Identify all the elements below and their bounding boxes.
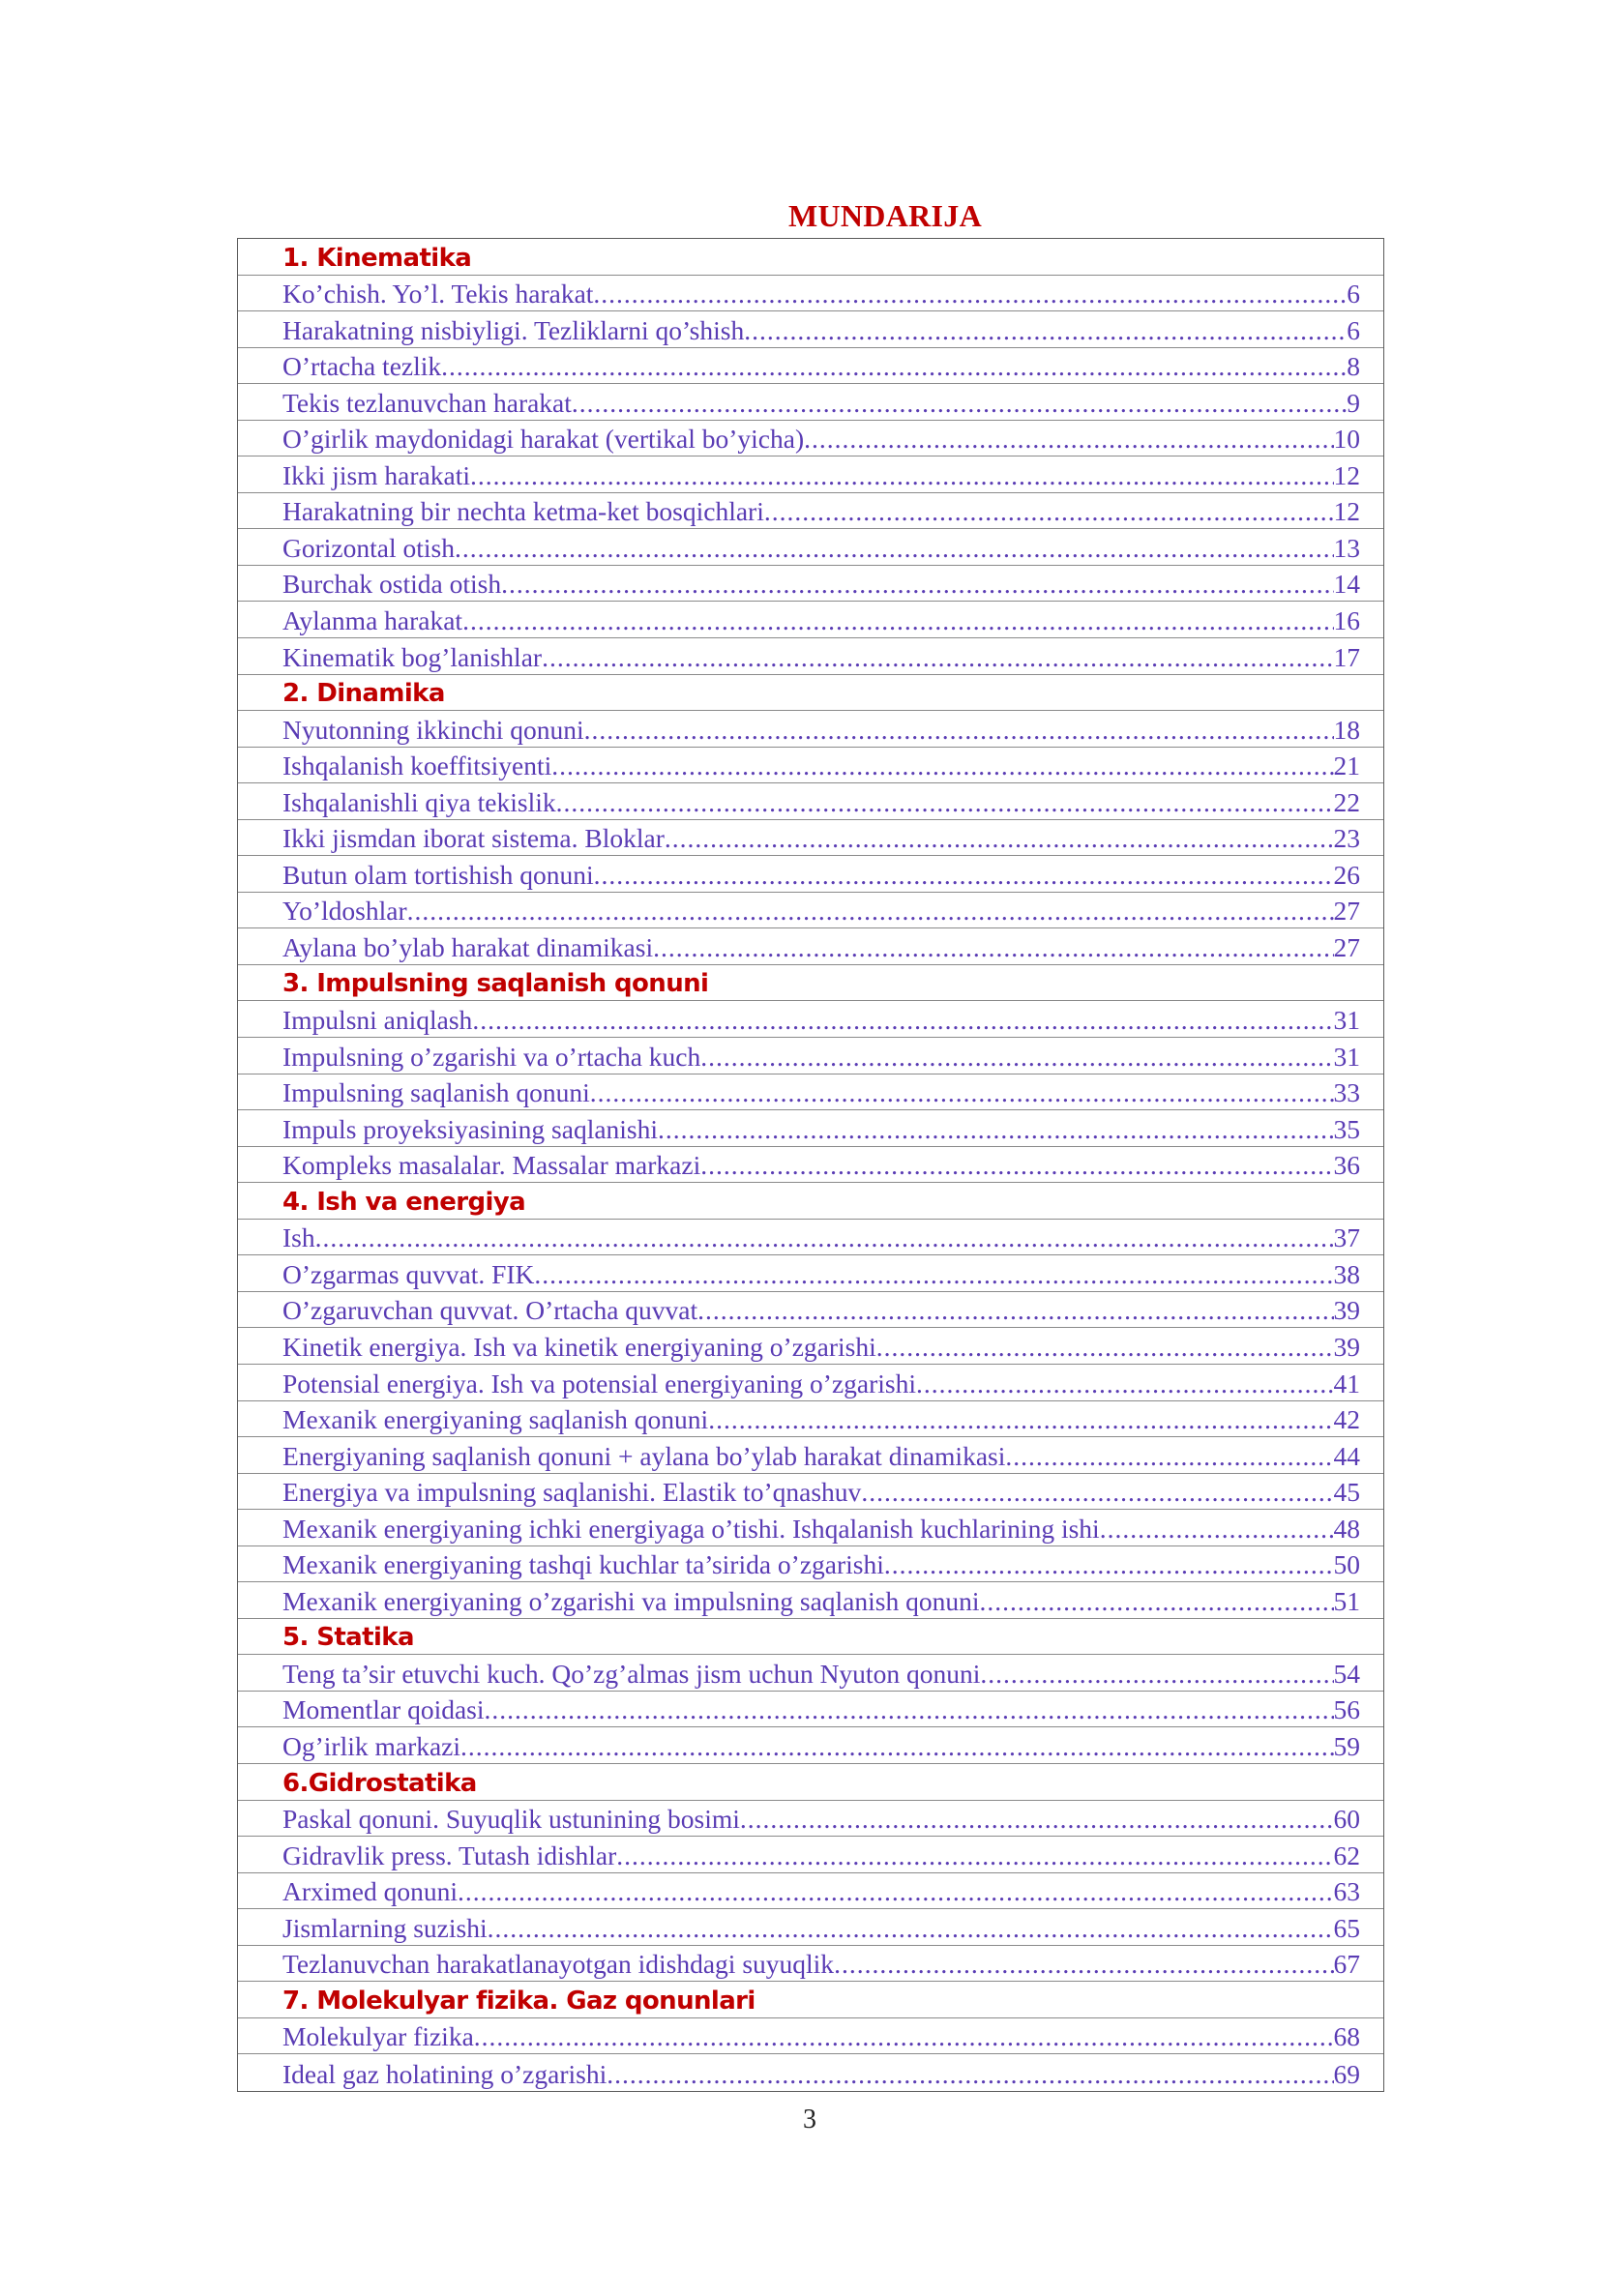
toc-entry-label: Tezlanuvchan harakatlanayotgan idishdagi suyuqlik <box>282 1949 835 1980</box>
toc-entry[interactable] <box>238 1474 1383 1511</box>
toc-entry-page: 63 <box>1333 1876 1360 1907</box>
toc-entry-page: 26 <box>1333 859 1360 890</box>
dot-leader <box>542 643 1333 672</box>
toc-entry-label: Ikki jism harakati <box>282 459 470 490</box>
toc-entry-label: Mexanik energiyaning o’zgarishi va impulsning saqlanish qonuni <box>282 1585 980 1616</box>
dot-leader <box>658 1115 1333 1144</box>
toc-entry-label: Impuls proyeksiyasining saqlanishi <box>282 1113 659 1144</box>
dot-leader <box>700 1151 1333 1180</box>
dot-leader <box>584 716 1334 745</box>
toc-entry[interactable] <box>238 893 1383 929</box>
toc-entry-page: 39 <box>1333 1295 1360 1326</box>
toc-entry[interactable] <box>238 1692 1383 1728</box>
toc-entry-page: 42 <box>1333 1404 1360 1435</box>
toc-entry-label: Molekulyar fizika <box>282 2021 474 2052</box>
toc-entry[interactable] <box>238 711 1383 748</box>
toc-entry-label: Arximed qonuni <box>282 1876 459 1907</box>
toc-entry[interactable] <box>238 1001 1383 1038</box>
toc-entry-label: Kinematik bog’lanishlar <box>282 641 543 672</box>
toc-entry-page: 13 <box>1333 532 1360 563</box>
toc-entry[interactable] <box>238 529 1383 566</box>
toc-entry-label: O’zgaruvchan quvvat. O’rtacha quvvat <box>282 1295 698 1326</box>
section-heading[interactable] <box>238 1183 1383 1220</box>
dot-leader <box>534 1260 1333 1289</box>
toc-entry-label: Ko’chish. Yo’l. Tekis harakat <box>282 279 594 309</box>
toc-entry-page: 38 <box>1333 1258 1360 1289</box>
toc-entry-label: O’girlik maydonidagi harakat (vertikal bo’yicha) <box>282 424 805 455</box>
toc-entry-page: 45 <box>1333 1477 1360 1508</box>
toc-entry-page: 21 <box>1333 751 1360 781</box>
toc-entry[interactable] <box>238 748 1383 784</box>
toc-entry-page: 9 <box>1347 387 1360 418</box>
toc-entry[interactable] <box>238 1074 1383 1111</box>
toc-entry-label: Butun olam tortishish qonuni <box>282 859 594 890</box>
dot-leader <box>590 1078 1334 1107</box>
toc-entry-page: 62 <box>1333 1840 1360 1870</box>
toc-entry[interactable] <box>238 1437 1383 1474</box>
toc-entry-page: 16 <box>1333 605 1360 636</box>
toc-entry-page: 12 <box>1333 459 1360 490</box>
dot-leader <box>488 1914 1334 1943</box>
toc-entry[interactable] <box>238 1292 1383 1329</box>
toc-entry-page: 8 <box>1347 351 1360 382</box>
dot-leader <box>708 1405 1333 1434</box>
section-heading[interactable] <box>238 1619 1383 1656</box>
toc-entry-page: 59 <box>1333 1730 1360 1761</box>
toc-entry[interactable] <box>238 1655 1383 1692</box>
toc-entry[interactable] <box>238 421 1383 457</box>
toc-entry-label: Ishqalanishli qiya tekislik <box>282 786 556 817</box>
toc-entry[interactable] <box>238 276 1383 312</box>
dot-leader <box>916 1369 1334 1398</box>
dot-leader <box>455 534 1334 563</box>
toc-entry-page: 31 <box>1333 1041 1360 1072</box>
section-heading[interactable] <box>238 239 1383 276</box>
toc-entry[interactable] <box>238 1546 1383 1583</box>
dot-leader <box>441 352 1347 381</box>
toc-entry-label: Yo’ldoshlar <box>282 896 407 927</box>
toc-entry[interactable] <box>238 1946 1383 1983</box>
toc-entry-label: Gorizontal otish <box>282 532 455 563</box>
toc-entry[interactable] <box>238 1220 1383 1256</box>
toc-entry[interactable] <box>238 311 1383 348</box>
toc-entry-label: Impulsni aniqlash <box>282 1005 473 1036</box>
toc-entry-page: 23 <box>1333 823 1360 854</box>
toc-entry-page: 22 <box>1333 786 1360 817</box>
toc-entry-page: 69 <box>1333 2058 1360 2089</box>
dot-leader <box>764 497 1334 526</box>
toc-entry-label: Mexanik energiyaning ichki energiyaga o’tishi. Ishqalanish kuchlarining ishi <box>282 1513 1100 1544</box>
toc-entry-page: 50 <box>1333 1549 1360 1580</box>
toc-entry-label: Energiya va impulsning saqlanishi. Elastik to’qnashuv <box>282 1477 862 1508</box>
toc-entry[interactable] <box>238 1110 1383 1147</box>
dot-leader <box>1100 1515 1334 1544</box>
toc-entry[interactable] <box>238 2018 1383 2055</box>
table-of-contents <box>237 238 1384 2092</box>
toc-entry[interactable] <box>238 638 1383 675</box>
dot-leader <box>470 461 1334 490</box>
dot-leader <box>462 606 1333 635</box>
dot-leader <box>804 425 1333 454</box>
dot-leader <box>861 1478 1333 1507</box>
dot-leader <box>979 1587 1333 1616</box>
section-heading-text: 6.Gidrostatika <box>282 1768 477 1798</box>
toc-entry[interactable] <box>238 348 1383 385</box>
dot-leader <box>607 2060 1333 2089</box>
toc-entry[interactable] <box>238 1147 1383 1184</box>
toc-entry-label: Paskal qonuni. Suyuqlik ustunining bosimi <box>282 1804 740 1835</box>
section-heading[interactable] <box>238 1982 1383 2018</box>
toc-entry-label: Jismlarning suzishi <box>282 1912 488 1943</box>
toc-entry-page: 27 <box>1333 931 1360 962</box>
toc-entry[interactable] <box>238 1328 1383 1365</box>
dot-leader <box>876 1333 1334 1362</box>
toc-entry-page: 56 <box>1333 1694 1360 1725</box>
toc-entry-label: Gidravlik press. Tutash idishlar <box>282 1840 617 1870</box>
toc-entry[interactable] <box>238 1873 1383 1910</box>
toc-entry-label: Burchak ostida otish <box>282 569 502 600</box>
toc-entry-label: Aylana bo’ylab harakat dinamikasi <box>282 931 654 962</box>
toc-entry-page: 18 <box>1333 714 1360 745</box>
dot-leader <box>665 824 1334 853</box>
toc-entry-label: Momentlar qoidasi <box>282 1694 485 1725</box>
section-heading-text: 4. Ish va energiya <box>282 1187 526 1217</box>
toc-entry-label: Impulsning saqlanish qonuni <box>282 1077 590 1108</box>
toc-entry[interactable] <box>238 1510 1383 1546</box>
toc-entry[interactable] <box>238 1727 1383 1764</box>
dot-leader <box>501 570 1333 599</box>
dot-leader <box>653 933 1333 962</box>
toc-entry-page: 14 <box>1333 569 1360 600</box>
toc-entry-label: O’zgarmas quvvat. FIK <box>282 1258 535 1289</box>
dot-leader <box>740 1805 1334 1834</box>
toc-entry[interactable] <box>238 1365 1383 1401</box>
toc-entry[interactable] <box>238 384 1383 421</box>
toc-entry-page: 33 <box>1333 1077 1360 1108</box>
toc-entry-label: Mexanik energiyaning saqlanish qonuni <box>282 1404 709 1435</box>
toc-entry[interactable] <box>238 1837 1383 1873</box>
section-heading-text: 3. Impulsning saqlanish qonuni <box>282 969 709 999</box>
page-title: MUNDARIJA <box>787 198 982 233</box>
toc-entry-page: 44 <box>1333 1440 1360 1471</box>
toc-entry-page: 51 <box>1333 1585 1360 1616</box>
toc-entry-label: Energiyaning saqlanish qonuni + aylana bo’ylab harakat dinamikasi <box>282 1440 1006 1471</box>
toc-entry-page: 67 <box>1333 1949 1360 1980</box>
toc-entry[interactable] <box>238 1909 1383 1946</box>
dot-leader <box>616 1841 1333 1870</box>
toc-entry[interactable] <box>238 783 1383 820</box>
toc-entry[interactable] <box>238 566 1383 603</box>
toc-entry[interactable] <box>238 856 1383 893</box>
toc-entry-page: 27 <box>1333 896 1360 927</box>
toc-entry-label: Mexanik energiyaning tashqi kuchlar ta’sirida o’zgarishi <box>282 1549 884 1580</box>
dot-leader <box>834 1950 1333 1979</box>
dot-leader <box>980 1660 1333 1689</box>
dot-leader <box>474 2022 1334 2051</box>
toc-entry[interactable] <box>238 2054 1383 2091</box>
page-number: 3 <box>803 2105 816 2134</box>
section-heading-text: 2. Dinamika <box>282 679 445 709</box>
dot-leader <box>572 389 1347 418</box>
toc-entry-page: 35 <box>1333 1113 1360 1144</box>
dot-leader <box>460 1732 1333 1761</box>
dot-leader <box>1005 1442 1333 1471</box>
toc-entry-label: Nyutonning ikkinchi qonuni <box>282 714 584 745</box>
dot-leader <box>458 1877 1333 1906</box>
toc-entry-page: 41 <box>1333 1368 1360 1398</box>
toc-entry-page: 65 <box>1333 1912 1360 1943</box>
toc-entry[interactable] <box>238 602 1383 638</box>
toc-entry-label: Og’irlik markazi <box>282 1730 461 1761</box>
dot-leader <box>407 897 1334 926</box>
toc-entry-label: Impulsning o’zgarishi va o’rtacha kuch <box>282 1041 701 1072</box>
toc-entry-label: Teng ta’sir etuvchi kuch. Qo’zg’almas jism uchun Nyuton qonuni <box>282 1658 981 1689</box>
section-heading-text: 7. Molekulyar fizika. Gaz qonunlari <box>282 1986 756 2016</box>
toc-entry[interactable] <box>238 1582 1383 1619</box>
dot-leader <box>700 1043 1333 1072</box>
toc-entry-label: Potensial energiya. Ish va potensial energiyaning o’zgarishi <box>282 1368 916 1398</box>
toc-entry-page: 10 <box>1333 424 1360 455</box>
dot-leader <box>594 861 1334 890</box>
toc-entry[interactable] <box>238 456 1383 493</box>
toc-entry-label: Harakatning nisbiyligi. Tezliklarni qo’shish <box>282 314 745 345</box>
toc-entry-page: 6 <box>1347 314 1360 345</box>
dot-leader <box>551 751 1333 780</box>
toc-entry[interactable] <box>238 493 1383 530</box>
toc-entry-label: Tekis tezlanuvchan harakat <box>282 387 572 418</box>
toc-entry[interactable] <box>238 1038 1383 1074</box>
toc-entry-label: Kinetik energiya. Ish va kinetik energiyaning o’zgarishi <box>282 1331 876 1362</box>
dot-leader <box>315 1223 1334 1252</box>
dot-leader <box>593 280 1347 309</box>
section-heading-text: 5. Statika <box>282 1623 414 1653</box>
toc-entry[interactable] <box>238 1401 1383 1438</box>
toc-entry-page: 39 <box>1333 1331 1360 1362</box>
toc-entry-label: Kompleks masalalar. Massalar markazi <box>282 1150 701 1181</box>
toc-entry-page: 6 <box>1347 279 1360 309</box>
toc-entry-page: 17 <box>1333 641 1360 672</box>
toc-entry[interactable] <box>238 1255 1383 1292</box>
toc-entry-page: 54 <box>1333 1658 1360 1689</box>
toc-entry[interactable] <box>238 1801 1383 1838</box>
toc-entry-label: Harakatning bir nechta ketma-ket bosqichlari <box>282 496 764 527</box>
section-heading[interactable] <box>238 965 1383 1002</box>
toc-entry-page: 36 <box>1333 1150 1360 1181</box>
toc-entry-page: 60 <box>1333 1804 1360 1835</box>
toc-entry-label: O’rtacha tezlik <box>282 351 442 382</box>
toc-entry-label: Ishqalanish koeffitsiyenti <box>282 751 552 781</box>
dot-leader <box>744 316 1347 345</box>
toc-entry-page: 31 <box>1333 1005 1360 1036</box>
toc-entry-page: 37 <box>1333 1222 1360 1253</box>
dot-leader <box>472 1006 1333 1035</box>
section-heading[interactable] <box>238 1764 1383 1801</box>
toc-entry-label: Ish <box>282 1222 315 1253</box>
dot-leader <box>884 1550 1334 1579</box>
dot-leader <box>485 1695 1334 1724</box>
dot-leader <box>697 1296 1333 1325</box>
section-heading[interactable] <box>238 675 1383 712</box>
dot-leader <box>556 788 1334 817</box>
toc-entry-label: Aylanma harakat <box>282 605 463 636</box>
toc-entry-page: 68 <box>1333 2021 1360 2052</box>
toc-entry-page: 12 <box>1333 496 1360 527</box>
toc-entry[interactable] <box>238 928 1383 965</box>
section-heading-text: 1. Kinematika <box>282 243 472 273</box>
toc-entry-label: Ideal gaz holatining o’zgarishi <box>282 2058 607 2089</box>
toc-entry-label: Ikki jismdan iborat sistema. Bloklar <box>282 823 665 854</box>
toc-entry[interactable] <box>238 820 1383 857</box>
toc-entry-page: 48 <box>1333 1513 1360 1544</box>
